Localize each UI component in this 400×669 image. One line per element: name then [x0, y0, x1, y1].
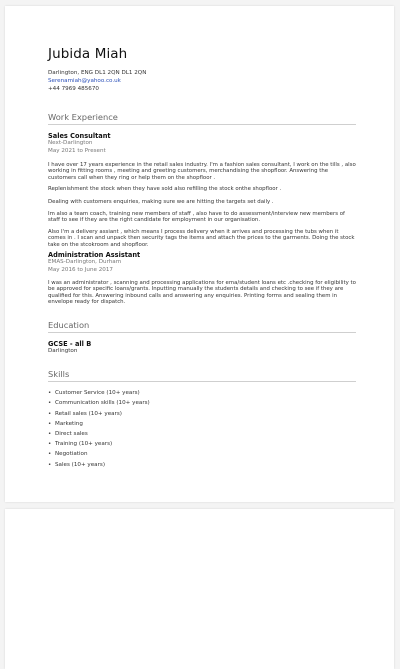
job-title: Administration Assistant	[48, 251, 141, 260]
bullet-icon: •	[48, 410, 52, 417]
skill-item	[48, 439, 356, 449]
job-description-paragraph: Replenishment the stock when they have sold also refilling the stock onthe shopfloor .	[48, 186, 282, 193]
skill-label: Direct sales	[55, 431, 88, 437]
skill-label: Training (10+ years)	[55, 441, 113, 448]
resume-content	[48, 46, 356, 470]
job-description-paragraph: Also I'm a delivery assiant , which means I process delivery when it arrives and processing the tubs when it comes in . I scan and unpack then security tags the items and attach the prices to the garments. Doing the stock take on the stcokroom and shopfloor.	[48, 228, 355, 248]
skill-label: Sales (10+ years)	[55, 461, 106, 468]
job-entry-sales-consultant	[48, 132, 356, 248]
skill-item	[48, 449, 356, 459]
education-degree: GCSE - all B	[48, 339, 92, 348]
skill-item	[48, 409, 356, 419]
resume-page-2	[5, 509, 394, 669]
job-description-paragraph: Im also a team coach, training new members of staff , also have to do assessment/interview new members of staff to see if they are the right candidate for employment in our organisation.	[48, 211, 345, 224]
job-company: EMAS-Darlington, Durham	[48, 259, 122, 266]
skill-label: Negotiation	[55, 451, 88, 458]
bullet-icon: •	[48, 441, 52, 448]
address: Darlington, ENG DL1 2QN DL1 2QN	[48, 70, 147, 76]
bullet-icon: •	[48, 451, 52, 458]
candidate-name: Jubida Miah	[48, 46, 128, 62]
bullet-icon: •	[48, 400, 52, 407]
education-school: Darlington	[48, 347, 78, 354]
skill-label: Customer Service (10+ years)	[55, 390, 140, 397]
job-company: Next-Darlington	[48, 140, 93, 146]
job-dates: May 2016 to June 2017	[48, 266, 113, 273]
skills-list	[48, 388, 356, 470]
email-link[interactable]: Serenamiah@yahoo.co.uk	[48, 78, 121, 84]
skill-label: Retail sales (10+ years)	[55, 410, 122, 417]
skill-item	[48, 429, 356, 439]
job-description-paragraph: I was an administrator , scanning and processing applications for ema/student loans etc .checking for eligibility to be approved for specific loans/grants. Inputting manually the students details and checking to see if they are qualified for this. Answering inbound calls and answering any enquiries. Printing forms and sealing them in envelope ready for dispatch.	[48, 280, 356, 306]
job-title: Sales Consultant	[48, 132, 111, 140]
education-entry	[48, 340, 356, 356]
section-title-education: Education	[48, 320, 356, 333]
resume-page	[5, 6, 394, 502]
skill-item	[48, 398, 356, 408]
skill-label: Communication skills (10+ years)	[55, 400, 150, 407]
section-title-skills: Skills	[48, 369, 356, 382]
job-description-paragraph: I have over 17 years experience in the retail sales industry. I'm a fashion sales consultant, I work on the tills , also working in fitting rooms , meeting and greeting customers, merchandising the shopfloor. Answering the customers call when they ring or help them on the shopfloor .	[48, 162, 356, 181]
job-dates: May 2021 to Present	[48, 147, 106, 154]
skill-item	[48, 419, 356, 429]
bullet-icon: •	[48, 431, 52, 437]
phone-number: +44 7969 485670	[48, 86, 99, 92]
bullet-icon: •	[48, 390, 52, 397]
job-description-paragraph: Dealing with customers enquiries, making sure we are hitting the targets set daily .	[48, 198, 274, 205]
skill-label: Marketing	[55, 420, 83, 427]
job-entry-administration-assistant	[48, 251, 356, 306]
skill-item	[48, 388, 356, 398]
section-title-work-experience: Work Experience	[48, 112, 356, 125]
bullet-icon: •	[48, 461, 52, 468]
bullet-icon: •	[48, 420, 52, 427]
skill-item	[48, 460, 356, 470]
